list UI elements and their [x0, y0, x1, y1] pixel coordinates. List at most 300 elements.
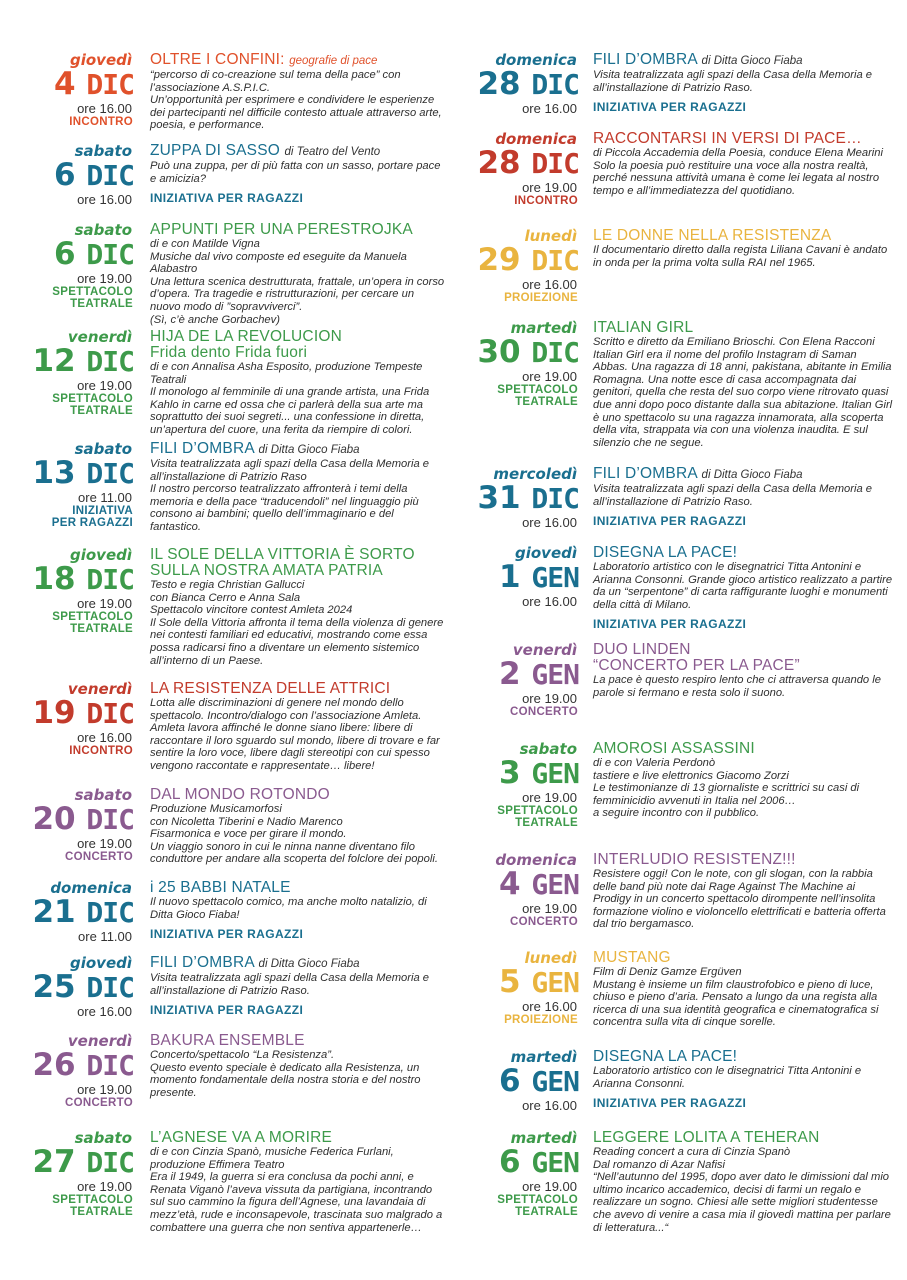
event-title-text: HIJA DE LA REVOLUCION [150, 328, 342, 345]
event-day-number [455, 68, 579, 101]
event-description: Spettacolo vincitore contest Amleta 2024 [150, 604, 353, 617]
event-description: con Nicoletta Tiberini e Nadio Marenco [150, 815, 343, 828]
event-time: ore 19.00 [77, 1179, 132, 1194]
event-body [593, 228, 893, 269]
event-description: Amleta lavora affinché le donne siano libere: libere di raccontare il loro sguardo sul mondo, libere di trovare e far sentire la loro voce, libere dagli stereotipi con cui spesso vengono raccontate e rappresentate… libere! [150, 722, 440, 772]
event-title-text: AMOROSI ASSASSINI [593, 740, 755, 757]
event-day-number [0, 1146, 134, 1179]
event-description: di e con Annalisa Asha Esposito, produzione Tempeste Teatrali [150, 361, 423, 386]
event-description: Resistere oggi! Con le note, con gli slogan, con la rabbia delle band più note dai Rage Against The Machine ai Prodigy in un concerto spettacolo dirompente nell’insolita formazione violino e violoncello elettrificati e batteria offerta dal trio bergamasco. [593, 868, 886, 931]
event-title-text: DAL MONDO ROTONDO [150, 786, 330, 803]
event-title [150, 329, 445, 345]
event-organizer: di Ditta Gioco Fiaba [258, 444, 360, 456]
event-date [455, 545, 579, 609]
event-description: Musiche dal vivo composte ed eseguite da Manuela Alabastro [150, 250, 407, 276]
event-description: Il nostro percorso teatralizzato affronterà i temi della memoria e della pace “traducendoli” nel linguaggio più consono ai bambini; quello dell’immaginario e del fantastico. [150, 483, 419, 533]
event-title [150, 222, 445, 238]
event-day: 28 [477, 145, 521, 181]
event-day: 28 [477, 66, 521, 102]
event-date [455, 131, 579, 207]
event-description: Visita teatralizzata agli spazi della Casa della Memoria e all’installazione di Patrizio Raso. [593, 69, 872, 94]
event-month: DIC [86, 68, 134, 101]
event-month: GEN [531, 561, 579, 594]
event-title-text: FILI D’OMBRA [150, 440, 255, 457]
event-title-text: BAKURA ENSEMBLE [150, 1032, 305, 1049]
event-description: Fisarmonica e voce per girare il mondo. [150, 828, 347, 841]
event-subtitle: Frida dento Frida fuori [150, 344, 308, 361]
event-month: DIC [86, 697, 134, 730]
event-day: 29 [477, 242, 521, 278]
event-time: ore 19.00 [77, 836, 132, 851]
event-time: ore 16.00 [522, 277, 577, 292]
event-day: 5 [499, 964, 521, 1000]
event-type: CONCERTO [65, 1097, 133, 1109]
event-type: CONCERTO [510, 706, 578, 718]
event-time: ore 16.00 [522, 101, 577, 116]
event-time: ore 19.00 [522, 790, 577, 805]
event-title [593, 545, 893, 561]
event-tag: INIZIATIVA PER RAGAZZI [593, 514, 747, 529]
event-description: Visita teatralizzata agli spazi della Casa della Memoria e all’installazione di Patrizio Raso. [593, 483, 872, 508]
event-day: 4 [54, 66, 76, 102]
event-day: 6 [54, 157, 76, 193]
event-title-text: FILI D’OMBRA [593, 465, 698, 482]
event-date [0, 222, 134, 310]
event-body [593, 642, 893, 699]
event-date [0, 787, 134, 863]
event-type: TEATRALE [70, 405, 133, 417]
event-description: Reading concert a cura di Cinzia Spanò [593, 1146, 791, 1158]
event-month: DIC [86, 971, 134, 1004]
event-title-text: ZUPPA DI SASSO [150, 142, 280, 159]
event-type: INCONTRO [69, 116, 133, 128]
event-title [150, 143, 445, 160]
event-tag: INIZIATIVA PER RAGAZZI [593, 617, 747, 632]
event-title-text: MUSTANG [593, 949, 671, 966]
event-time: ore 16.00 [522, 594, 577, 609]
event-title-text: FILI D’OMBRA [593, 51, 698, 68]
event-body [593, 52, 893, 114]
event-day-number [455, 244, 579, 277]
event-description: Il documentario diretto dalla regista Liliana Cavani è andato in onda per la prima volta sulla RAI nel 1965. [593, 244, 888, 269]
event-date [0, 329, 134, 417]
event-description: di e con Matilde Vigna [150, 238, 260, 250]
event-weekday: giovedì [69, 51, 132, 69]
event-month: GEN [531, 658, 579, 691]
event-body [593, 741, 893, 820]
event-date [0, 955, 134, 1019]
event-time: ore 19.00 [522, 901, 577, 916]
event-type: SPETTACOLO [497, 1194, 578, 1206]
event-organizer: di Ditta Gioco Fiaba [701, 55, 803, 67]
event-date [0, 441, 134, 529]
event-date [455, 320, 579, 408]
event-title-text: INTERLUDIO RESISTENZ!!! [593, 851, 796, 868]
event-weekday: domenica [495, 130, 577, 148]
event-day-number [0, 971, 134, 1004]
event-day-number [0, 563, 134, 596]
event-time: ore 16.00 [77, 730, 132, 745]
event-date [455, 228, 579, 304]
event-month: DIC [86, 159, 134, 192]
event-title [593, 642, 893, 658]
event-description: “percorso di co-creazione sul tema della pace” con l’associazione A.S.P.I.C. [150, 69, 401, 94]
event-description: di Piccola Accademia della Poesia, conduce Elena Mearini [593, 147, 884, 159]
event-month: DIC [531, 482, 579, 515]
event-day: 19 [32, 695, 76, 731]
event-type: SPETTACOLO [52, 286, 133, 298]
event-day-number [0, 345, 134, 378]
event-date [0, 143, 134, 207]
event-description: Le testimonianze di 13 giornaliste e scrittrici su casi di femminicidio avvenuti in Italia nel 2006… [593, 782, 860, 807]
event-time: ore 19.00 [522, 691, 577, 706]
event-title-note: geografie di pace [289, 55, 378, 67]
event-body [150, 441, 445, 534]
event-title [150, 1130, 445, 1146]
event-date [455, 852, 579, 928]
event-title [593, 466, 893, 483]
event-description: di e con Cinzia Spanò, musiche Federica Furlani, produzione Effimera Teatro [150, 1146, 394, 1171]
event-time: ore 11.00 [78, 929, 132, 944]
event-tag: INIZIATIVA PER RAGAZZI [593, 1096, 747, 1111]
event-description: Un’opportunità per esprimere e condividere le esperienze dei partecipanti nel difficile contesto attuale attraverso arte, poesia, e performance. [150, 94, 442, 132]
event-date [455, 52, 579, 116]
event-month: GEN [531, 757, 579, 790]
event-description: Film di Deniz Gamze Ergüven [593, 966, 742, 978]
event-date [455, 466, 579, 530]
event-type: SPETTACOLO [52, 393, 133, 405]
event-weekday: domenica [495, 51, 577, 69]
event-title [150, 441, 445, 458]
event-title [150, 1033, 445, 1049]
event-title-text: ITALIAN GIRL [593, 319, 694, 336]
event-body [593, 852, 893, 931]
event-description: a seguire incontro con il pubblico. [593, 807, 760, 820]
event-body [150, 547, 445, 667]
event-description: Testo e regia Christian Gallucci [150, 579, 305, 591]
event-title [593, 52, 893, 69]
event-title-text: LEGGERE LOLITA A TEHERAN [593, 1129, 820, 1146]
event-month: GEN [531, 966, 579, 999]
event-date [0, 547, 134, 635]
event-title-text: DISEGNA LA PACE! [593, 1048, 738, 1065]
event-type: TEATRALE [70, 623, 133, 635]
event-time: ore 11.00 [78, 490, 132, 505]
event-date [0, 1033, 134, 1109]
event-organizer: di Ditta Gioco Fiaba [701, 469, 803, 481]
event-weekday: giovedì [69, 546, 132, 564]
event-title-text: i 25 BABBI NATALE [150, 879, 291, 896]
event-day-number [0, 1049, 134, 1082]
event-time: ore 16.00 [77, 101, 132, 116]
event-day-number [0, 159, 134, 192]
event-title [150, 52, 445, 69]
event-body [150, 222, 445, 326]
event-description: Laboratorio artistico con le disegnatrici Titta Antonini e Arianna Consonni. Grande gioco artistico realizzato a partire da un “serpentone” di carta raffigurante luoghi e monumenti della città di Milano. [593, 561, 893, 611]
event-day-number [0, 896, 134, 929]
event-month: DIC [86, 238, 134, 271]
event-month: DIC [86, 563, 134, 596]
event-time: ore 19.00 [522, 1179, 577, 1194]
event-title [593, 228, 893, 244]
event-subtitle: “CONCERTO PER LA PACE” [593, 657, 800, 674]
event-body [150, 955, 445, 1017]
event-day-number [455, 757, 579, 790]
event-time: ore 19.00 [522, 180, 577, 195]
event-type: TEATRALE [70, 298, 133, 310]
event-title [593, 320, 893, 336]
event-title [593, 741, 893, 757]
event-title [593, 131, 893, 147]
event-type: SPETTACOLO [497, 805, 578, 817]
event-title-text: RACCONTARSI IN VERSI DI PACE… [593, 130, 862, 147]
event-type: PROIEZIONE [504, 292, 578, 304]
event-month: DIC [86, 1146, 134, 1179]
event-date [455, 1049, 579, 1113]
event-time: ore 16.00 [522, 1098, 577, 1113]
event-body [150, 681, 445, 773]
event-weekday: sabato [519, 740, 577, 758]
event-time: ore 19.00 [522, 369, 577, 384]
event-description: Concerto/spettacolo “La Resistenza”. [150, 1049, 335, 1061]
event-description: Lotta alle discriminazioni di genere nel mondo dello spettacolo. Incontro/dialogo con l’associazione Amleta. [150, 697, 422, 722]
event-weekday: domenica [50, 879, 132, 897]
event-time: ore 16.00 [77, 192, 132, 207]
event-day: 20 [32, 801, 76, 837]
event-day: 2 [499, 656, 521, 692]
event-body [593, 131, 893, 197]
event-day-number [0, 803, 134, 836]
event-title [593, 1130, 893, 1146]
event-day-number [455, 658, 579, 691]
event-title-text: FILI D’OMBRA [150, 954, 255, 971]
event-month: DIC [531, 147, 579, 180]
event-type: PER RAGAZZI [51, 517, 133, 529]
event-day-number [455, 1065, 579, 1098]
event-month: DIC [86, 1049, 134, 1082]
event-day-number [455, 868, 579, 901]
event-body [593, 1130, 893, 1234]
event-title-text: OLTRE I CONFINI: [150, 51, 285, 68]
event-title [593, 852, 893, 868]
event-type: TEATRALE [515, 817, 578, 829]
event-month: GEN [531, 868, 579, 901]
event-weekday: lunedì [524, 949, 577, 967]
event-date [455, 642, 579, 718]
event-description: (Sì, c’è anche Gorbachev) [150, 313, 280, 326]
event-weekday: sabato [74, 1129, 132, 1147]
event-month: DIC [86, 457, 134, 490]
event-type: INCONTRO [69, 745, 133, 757]
event-organizer: di Ditta Gioco Fiaba [258, 958, 360, 970]
event-type: INCONTRO [514, 195, 578, 207]
event-weekday: martedì [510, 319, 577, 337]
event-type: SPETTACOLO [52, 611, 133, 623]
event-date [0, 880, 134, 944]
event-description: Dal romanzo di Azar Nafisi [593, 1158, 726, 1171]
event-weekday: venerdì [67, 328, 132, 346]
event-title [150, 880, 445, 896]
event-body [593, 545, 893, 631]
event-time: ore 16.00 [522, 515, 577, 530]
event-day-number [0, 457, 134, 490]
event-month: GEN [531, 1146, 579, 1179]
event-type: TEATRALE [515, 396, 578, 408]
event-time: ore 16.00 [522, 999, 577, 1014]
event-description: Questo evento speciale è dedicato alla Resistenza, un momento fondamentale della nostra storia e del nostro presente. [150, 1061, 421, 1099]
event-body [150, 143, 445, 205]
event-day: 31 [477, 480, 521, 516]
event-body [593, 320, 893, 449]
event-type: PROIEZIONE [504, 1014, 578, 1026]
event-day-number [455, 1146, 579, 1179]
event-time: ore 19.00 [77, 378, 132, 393]
event-body [150, 787, 445, 866]
event-weekday: sabato [74, 142, 132, 160]
event-description: Mustang è insieme un film claustrofobico e pieno di luce, chiuso e pieno d’aria. Pensato a lungo da una regista alla ricerca di una sua identità geografica e cinematografica si concentra sulla vita di cinque sorelle. [593, 978, 879, 1029]
event-type: TEATRALE [515, 1206, 578, 1218]
event-month: DIC [86, 345, 134, 378]
event-day: 4 [499, 866, 521, 902]
event-description: Era il 1949, la guerra si era conclusa da pochi anni, e Renata Viganò l’aveva vissuta da partigiana, incontrando sul suo cammino la figura dell’Agnese, una lavandaia di mezz’età, rude e inconsapevole, trascinata suo malgrado a combattere una guerra che non sentiva appartenerle… [150, 1171, 443, 1234]
event-day: 6 [499, 1144, 521, 1180]
event-tag: INIZIATIVA PER RAGAZZI [150, 191, 304, 206]
event-type: SPETTACOLO [497, 384, 578, 396]
event-date [0, 1130, 134, 1218]
event-description: Può una zuppa, per di più fatta con un sasso, portare pace e amicizia? [150, 160, 441, 185]
event-title [150, 955, 445, 972]
event-description: Un viaggio sonoro in cui le ninna nanne diventano filo conduttore per andare alla scoperta del folclore dei popoli. [150, 840, 438, 866]
event-day: 18 [32, 561, 76, 597]
event-tag: INIZIATIVA PER RAGAZZI [593, 100, 747, 115]
event-organizer: di Teatro del Vento [284, 146, 381, 158]
event-day: 26 [32, 1047, 76, 1083]
event-description: Una lettura scenica destrutturata, frattale, un’opera in corso d’opera. Tra tragedie e ristrutturazioni, per cercare un nuovo modo di ”sopravviverci”. [150, 275, 445, 313]
event-description: di e con Valeria Perdonò [593, 757, 716, 769]
event-body [150, 1033, 445, 1099]
event-type: TEATRALE [70, 1206, 133, 1218]
event-type: SPETTACOLO [52, 1194, 133, 1206]
event-title [150, 787, 445, 803]
event-date [455, 950, 579, 1026]
event-month: DIC [531, 68, 579, 101]
event-description: Il Sole della Vittoria affronta il tema della violenza di genere nei contesti familiari ed educativi, mostrando come essa possa radicarsi fino a diventare un elemento sistemico all’interno di un Paese. [150, 616, 444, 667]
event-day-number [0, 68, 134, 101]
event-weekday: martedì [510, 1048, 577, 1066]
event-weekday: martedì [510, 1129, 577, 1147]
event-type: INIZIATIVA [72, 505, 133, 517]
event-weekday: giovedì [69, 954, 132, 972]
event-title-text: IL SOLE DELLA VITTORIA È SORTO [150, 546, 415, 563]
event-title-text: APPUNTI PER UNA PERESTROJKA [150, 221, 413, 238]
event-description: Scritto e diretto da Emiliano Brioschi. Con Elena Racconi [593, 336, 875, 348]
event-weekday: venerdì [512, 641, 577, 659]
event-month: DIC [86, 896, 134, 929]
event-day: 27 [32, 1144, 76, 1180]
event-description: Il monologo al femminile di una grande artista, una Frida Kahlo in carne ed ossa che ci parlerà della sua arte ma soprattutto dei suoi segreti... una confessione in diretta, un’apertura del cuore, una ferita da riempire di colori. [150, 386, 430, 436]
event-weekday: sabato [74, 440, 132, 458]
event-day: 21 [32, 894, 76, 930]
event-weekday: mercoledì [493, 465, 577, 483]
event-title-text: DISEGNA LA PACE! [593, 544, 738, 561]
event-day-number [455, 561, 579, 594]
event-date [0, 52, 134, 128]
event-time: ore 16.00 [77, 1004, 132, 1019]
event-day: 6 [499, 1063, 521, 1099]
event-body [150, 329, 445, 437]
event-type: CONCERTO [65, 851, 133, 863]
event-subtitle: SULLA NOSTRA AMATA PATRIA [150, 562, 383, 579]
event-description: Italian Girl era il nome del profilo Instagram di Saman Abbas. Una ragazza di 18 anni, pakistana, abitante in Emilia Romagna. Una notte esce di casa accompagnata dai genitori, quella che resta del suo corpo viene ritrovato quasi due anni dopo poco distante dalla sua abitazione. Italian Girl è uno spettacolo su una ragazza innamorata, alla scoperta della vita, strappata via con una violenza inaudita. E sul silenzio che ne segue. [593, 348, 893, 449]
event-day: 12 [32, 343, 76, 379]
event-description: Solo la poesia può restituire una voce alla nostra realtà, perché nessuna attività umana è come lei legata al nostro tempo e all’immediatezza del quotidiano. [593, 159, 880, 197]
event-day: 25 [32, 969, 76, 1005]
event-title [593, 1049, 893, 1065]
event-time: ore 19.00 [77, 1082, 132, 1097]
event-title-text: L’AGNESE VA A MORIRE [150, 1129, 333, 1146]
event-month: GEN [531, 1065, 579, 1098]
event-description: Produzione Musicamorfosi [150, 803, 282, 815]
event-description: Il nuovo spettacolo comico, ma anche molto natalizio, di Ditta Gioco Fiaba! [150, 896, 427, 921]
event-day-number [455, 966, 579, 999]
event-date [455, 741, 579, 829]
event-title [150, 681, 445, 697]
event-date [455, 1130, 579, 1218]
event-body [150, 52, 445, 132]
event-weekday: giovedì [514, 544, 577, 562]
event-day: 6 [54, 236, 76, 272]
event-day: 30 [477, 334, 521, 370]
event-day: 1 [499, 559, 521, 595]
event-description: Visita teatralizzata agli spazi della Casa della Memoria e all’installazione di Patrizio Raso [150, 458, 429, 483]
event-weekday: venerdì [67, 1032, 132, 1050]
event-day-number [455, 482, 579, 515]
event-tag: INIZIATIVA PER RAGAZZI [150, 927, 304, 942]
event-day-number [455, 336, 579, 369]
event-body [150, 1130, 445, 1234]
event-weekday: sabato [74, 786, 132, 804]
event-title [150, 547, 445, 563]
event-day-number [0, 697, 134, 730]
event-description: tastiere e live elettronics Giacomo Zorzi [593, 769, 789, 782]
event-body [593, 466, 893, 528]
event-day-number [0, 238, 134, 271]
event-title [593, 950, 893, 966]
event-body [593, 950, 893, 1029]
event-body [150, 880, 445, 941]
event-month: DIC [531, 336, 579, 369]
event-month: DIC [86, 803, 134, 836]
event-description: Visita teatralizzata agli spazi della Casa della Memoria e all’installazione di Patrizio Raso. [150, 972, 429, 997]
event-description: “Nell’autunno del 1995, dopo aver dato le dimissioni dal mio ultimo incarico accademico, decisi di farmi un regalo e realizzare un sogno. Chiesi alle sette migliori studentesse che avevo di venire a casa mia il giovedì mattina per parlare di letteratura...“ [593, 1171, 891, 1234]
event-body [593, 1049, 893, 1110]
event-weekday: domenica [495, 851, 577, 869]
event-day: 13 [32, 455, 76, 491]
event-description: La pace è questo respiro lento che ci attraversa quando le parole si fermano e resta solo il suono. [593, 674, 881, 699]
event-weekday: venerdì [67, 680, 132, 698]
event-tag: INIZIATIVA PER RAGAZZI [150, 1003, 304, 1018]
event-time: ore 19.00 [77, 596, 132, 611]
event-month: DIC [531, 244, 579, 277]
event-day: 3 [499, 755, 521, 791]
event-title-text: DUO LINDEN [593, 641, 691, 658]
event-day-number [455, 147, 579, 180]
event-date [0, 681, 134, 757]
event-type: CONCERTO [510, 916, 578, 928]
event-weekday: sabato [74, 221, 132, 239]
event-description: con Bianca Cerro e Anna Sala [150, 591, 301, 604]
event-description: Laboratorio artistico con le disegnatrici Titta Antonini e Arianna Consonni. [593, 1065, 862, 1090]
